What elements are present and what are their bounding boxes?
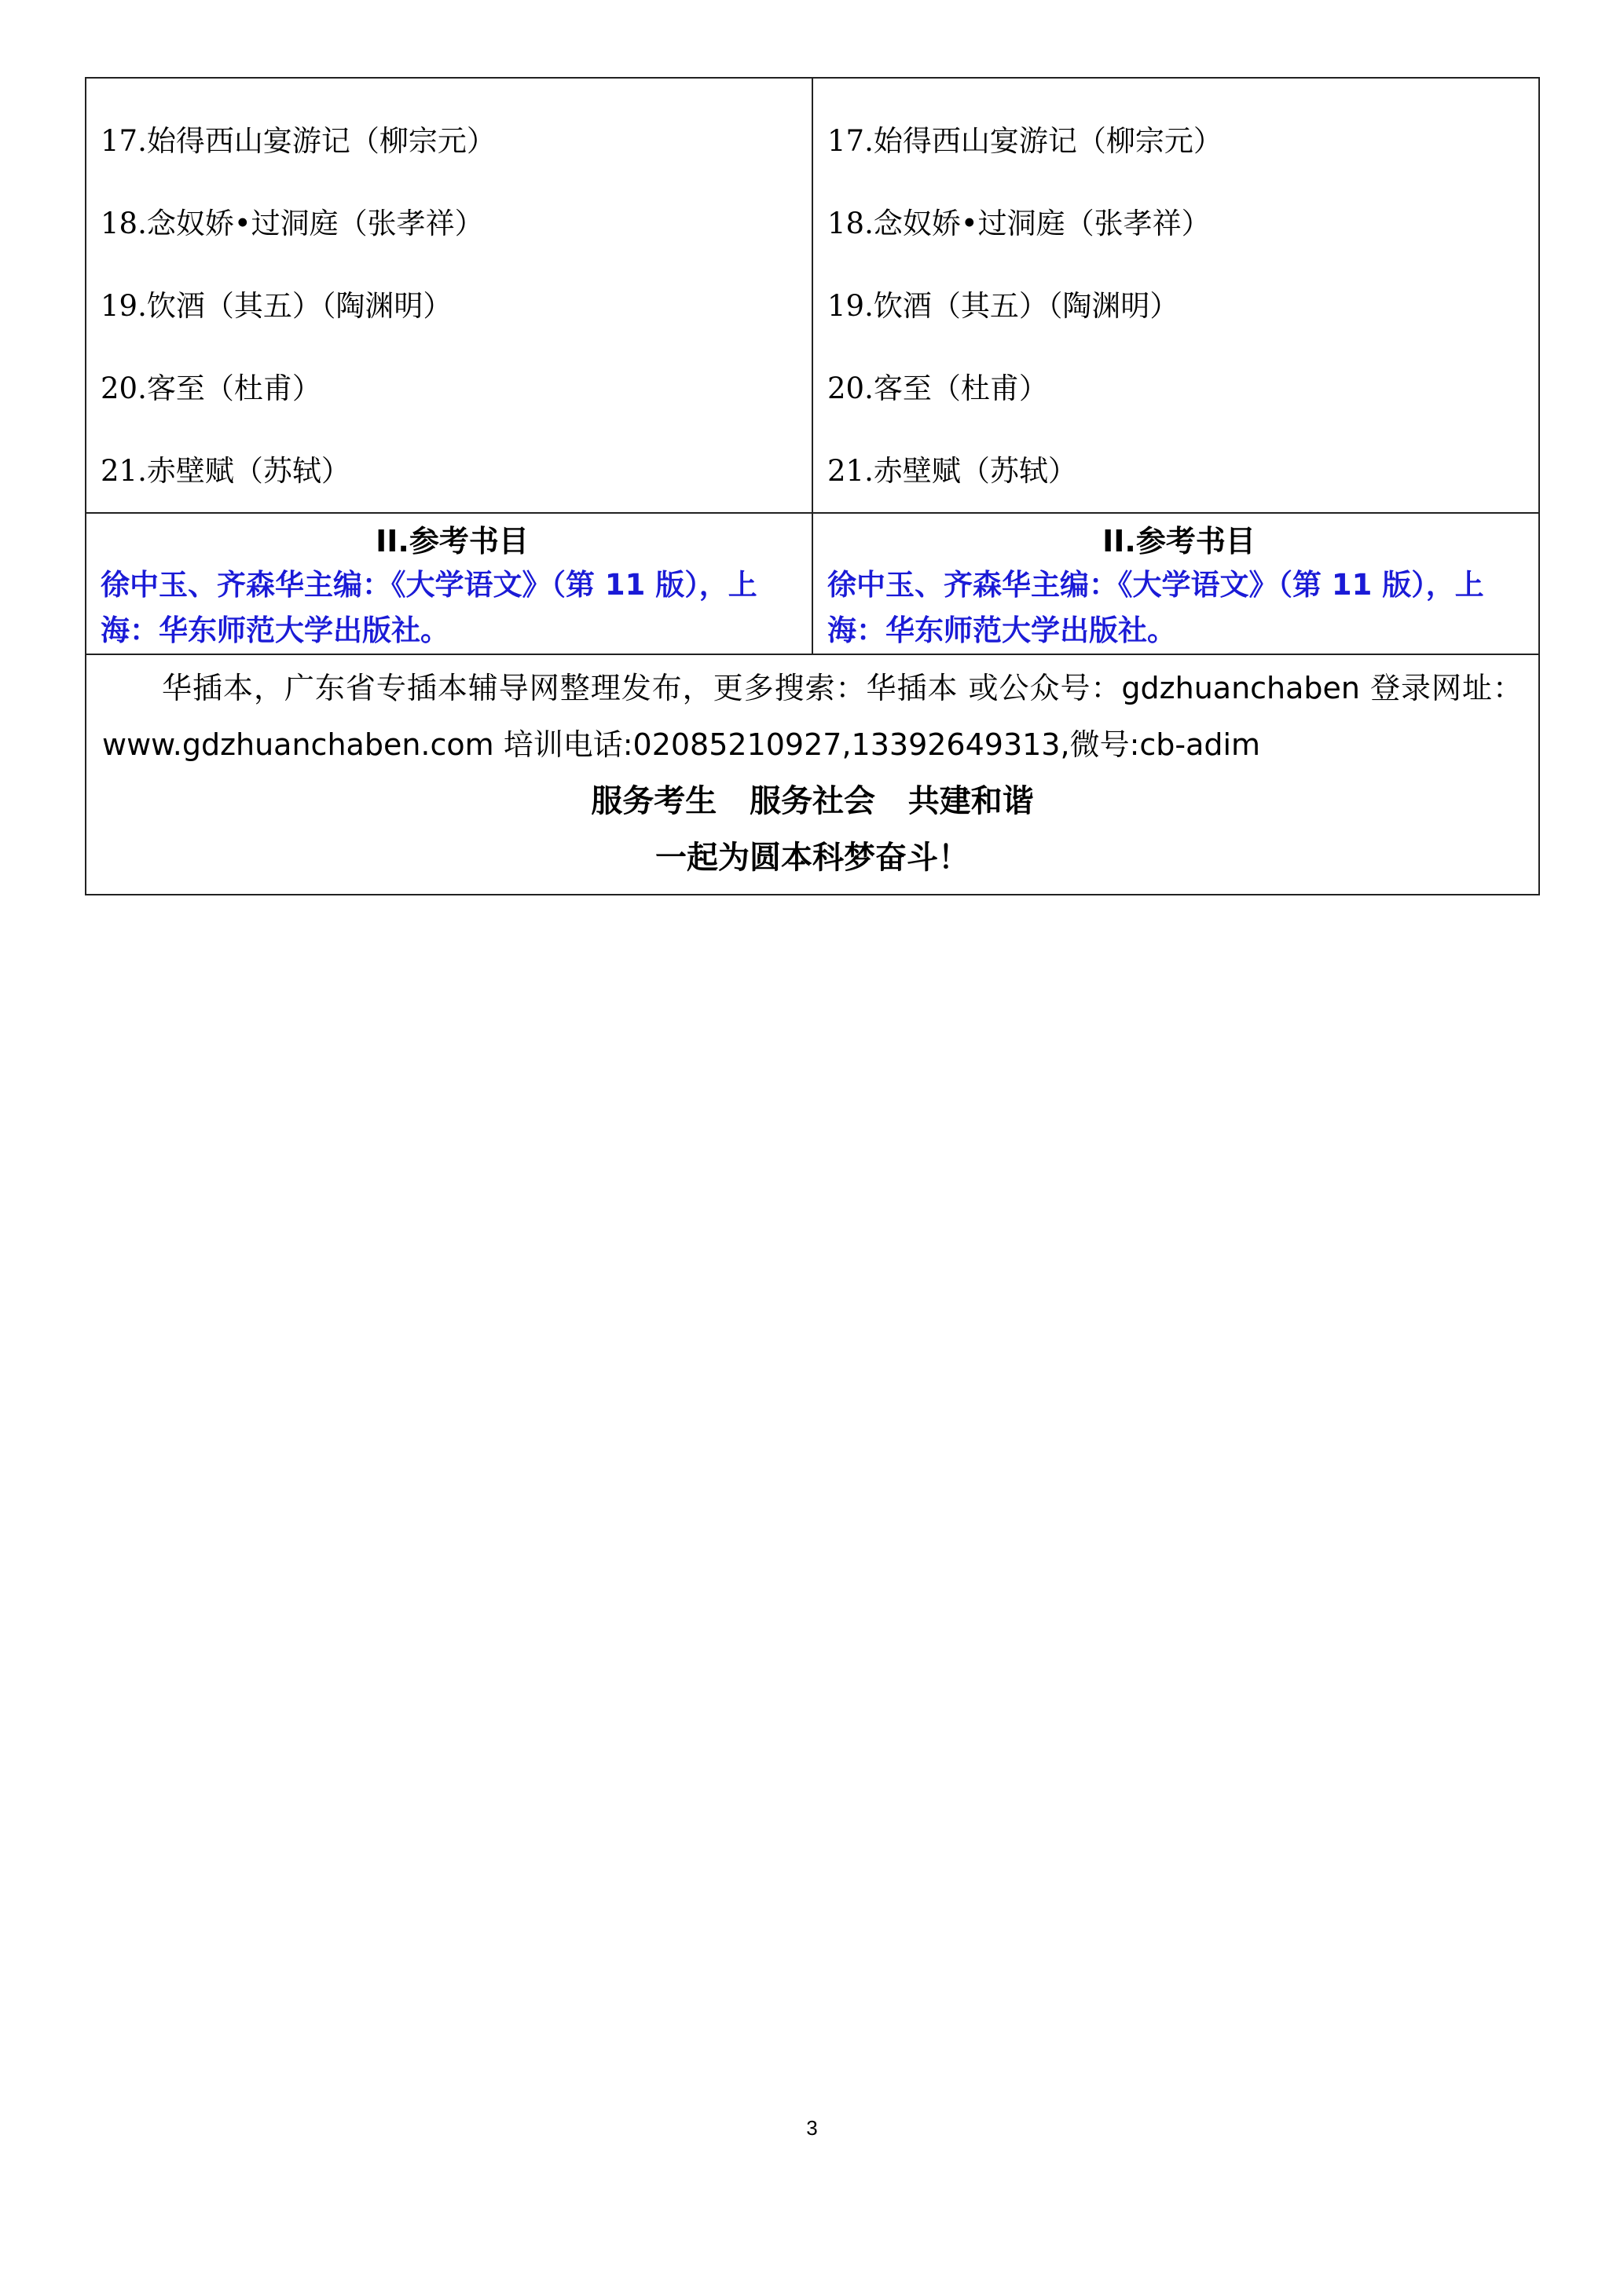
references-left-cell xyxy=(86,513,812,654)
page-number: 3 xyxy=(806,2116,818,2140)
footer-notice: 华插本，广东省专插本辅导网整理发布，更多搜索：华插本 或公众号：gdzhuanchaben 登录网址：www.gdzhuanchaben.com 培训电话:02085210927,13392649313,微号:cb-adim xyxy=(102,671,1523,762)
reading-item: 17.始得西山宴游记（柳宗元） xyxy=(101,124,496,158)
references-heading: II.参考书目 xyxy=(1102,524,1256,558)
reading-item: 19.饮酒（其五）（陶渊明） xyxy=(101,289,453,323)
footer-row xyxy=(86,654,1539,895)
reading-item: 18.念奴娇•过洞庭（张孝祥） xyxy=(101,207,484,240)
reading-item: 19.饮酒（其五）（陶渊明） xyxy=(827,289,1179,323)
reading-item: 17.始得西山宴游记（柳宗元） xyxy=(827,124,1223,158)
reading-item: 20.客至（杜甫） xyxy=(827,372,1048,405)
reading-list-left xyxy=(101,100,812,512)
reference-book: 徐中玉、齐森华主编：《大学语文》（第 11 版），上海：华东师范大学出版社。 xyxy=(101,568,757,647)
references-right-cell xyxy=(812,513,1539,654)
readings-row xyxy=(86,78,1539,513)
reading-item: 18.念奴娇•过洞庭（张孝祥） xyxy=(827,207,1211,240)
footer-cell xyxy=(86,654,1539,895)
reading-list-right xyxy=(827,100,1538,512)
reading-item: 21.赤壁赋（苏轼） xyxy=(101,454,350,488)
reading-item: 21.赤壁赋（苏轼） xyxy=(827,454,1077,488)
references-heading: II.参考书目 xyxy=(376,524,529,558)
references-row xyxy=(86,513,1539,654)
readings-left-cell xyxy=(86,78,812,513)
reading-item: 20.客至（杜甫） xyxy=(101,372,321,405)
footer-slogan: 服务考生 服务社会 共建和谐 xyxy=(591,783,1034,819)
reference-book: 徐中玉、齐森华主编：《大学语文》（第 11 版），上海：华东师范大学出版社。 xyxy=(827,568,1484,647)
readings-right-cell xyxy=(812,78,1539,513)
footer-motto: 一起为圆本科梦奋斗！ xyxy=(655,840,970,876)
syllabus-table xyxy=(85,77,1540,895)
